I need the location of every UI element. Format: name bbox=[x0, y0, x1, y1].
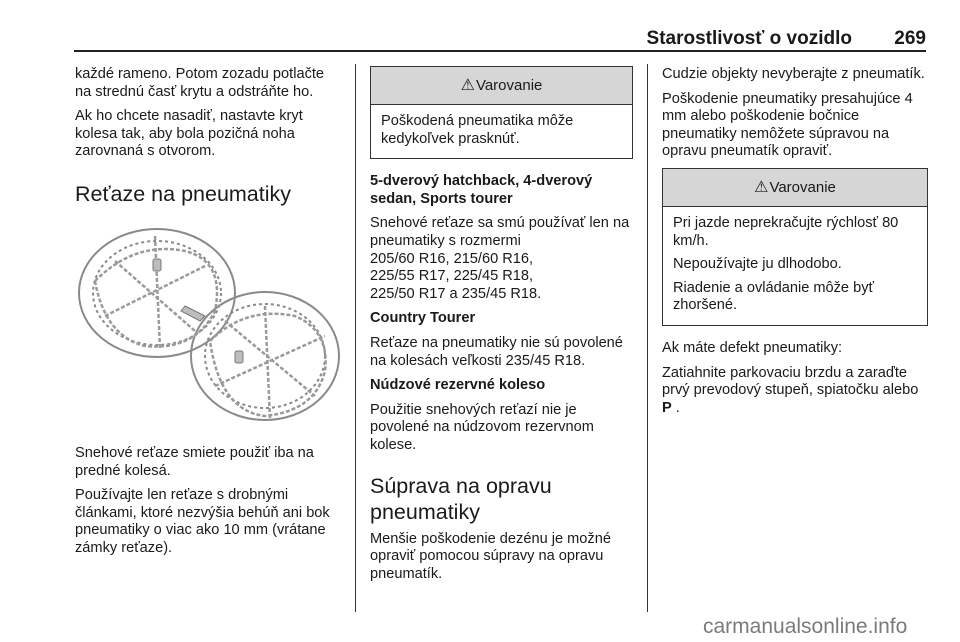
warning-triangle-icon: ⚠ bbox=[460, 77, 475, 94]
paragraph: každé rameno. Potom zozadu potlačte na strednú časť krytu a odstráňte ho. bbox=[75, 66, 325, 100]
paragraph: Snehové reťaze smiete použiť iba na predné kolesá. bbox=[75, 444, 314, 479]
watermark: carmanualsonline.info bbox=[703, 615, 908, 638]
warning-text: Nepoužívajte ju dlhodobo. bbox=[673, 256, 842, 273]
warning-body bbox=[371, 105, 632, 158]
column-divider-2 bbox=[647, 64, 648, 612]
warning-text: Pri jazde neprekračujte rýchlosť 80 km/h. bbox=[673, 214, 899, 249]
warning-triangle-icon: ⚠ bbox=[754, 178, 769, 196]
paragraph: Zatiahnite parkovaciu brzdu a zaraďte prvý prevodový stupeň, spiatočku alebo P . bbox=[662, 364, 919, 416]
paragraph: Cudzie objekty nevyberajte z pneumatík. bbox=[662, 66, 925, 82]
section-heading-tire-chains: Reťaze na pneumatiky bbox=[75, 181, 292, 206]
tire-chains-illustration bbox=[75, 221, 341, 431]
paragraph: Poškodenie pneumatiky presahujúce 4 mm alebo poškodenie bočnice pneumatiky nemôžete súpravou na opravu pneumatík opraviť. bbox=[662, 90, 913, 160]
paragraph: Používajte len reťaze s drobnými článkami, ktoré nezvýšia behúň ani bok pneumatiky o viac ako 10 mm (vrátane zámky reťaze). bbox=[75, 487, 330, 556]
warning-text: Poškodená pneumatika môže kedykoľvek prasknúť. bbox=[381, 113, 574, 147]
warning-text: Riadenie a ovládanie môže byť zhoršené. bbox=[673, 279, 874, 314]
warning-body bbox=[663, 207, 927, 325]
subheading: Country Tourer bbox=[370, 310, 476, 327]
column-1 bbox=[75, 66, 343, 565]
page-number: 269 bbox=[894, 28, 926, 49]
header-rule bbox=[74, 50, 926, 52]
paragraph: Použitie snehových reťazí nie je povolené na núdzovom rezervnom kolese. bbox=[370, 401, 594, 453]
warning-title: Varovanie bbox=[769, 178, 836, 196]
warning-header bbox=[663, 169, 927, 207]
page-title: Starostlivosť o vozidlo bbox=[646, 28, 852, 49]
warning-title: Varovanie bbox=[475, 77, 543, 94]
column-divider-1 bbox=[355, 64, 356, 612]
paragraph: Reťaze na pneumatiky nie sú povolené na kolesách veľkosti 235/45 R18. bbox=[370, 334, 623, 369]
subheading: Núdzové rezervné koleso bbox=[370, 377, 546, 394]
paragraph: Menšie poškodenie dezénu je možné opraviť pomocou súpravy na opravu pneumatík. bbox=[370, 530, 611, 582]
paragraph: Snehové reťaze sa smú používať len na pneumatiky s rozmermi 205/60 R16, 215/60 R16, 225/55 R17, 225/45 R18, 225/50 R17 a 235/45 R18. bbox=[370, 215, 630, 302]
warning-header bbox=[371, 67, 632, 105]
column-2 bbox=[370, 66, 633, 590]
warning-box bbox=[370, 66, 633, 159]
page-header bbox=[74, 28, 926, 50]
column-3 bbox=[662, 66, 928, 424]
warning-box bbox=[662, 168, 928, 326]
section-heading-repair-kit: Súprava na opravu pneumatiky bbox=[370, 473, 552, 524]
paragraph: Ak máte defekt pneumatiky: bbox=[662, 339, 843, 356]
subheading: 5-dverový hatchback, 4-dverový sedan, Sports tourer bbox=[370, 173, 593, 207]
paragraph: Ak ho chcete nasadiť, nastavte kryt kolesa tak, aby bola pozičná noha zarovnaná s otvorom. bbox=[75, 108, 303, 160]
